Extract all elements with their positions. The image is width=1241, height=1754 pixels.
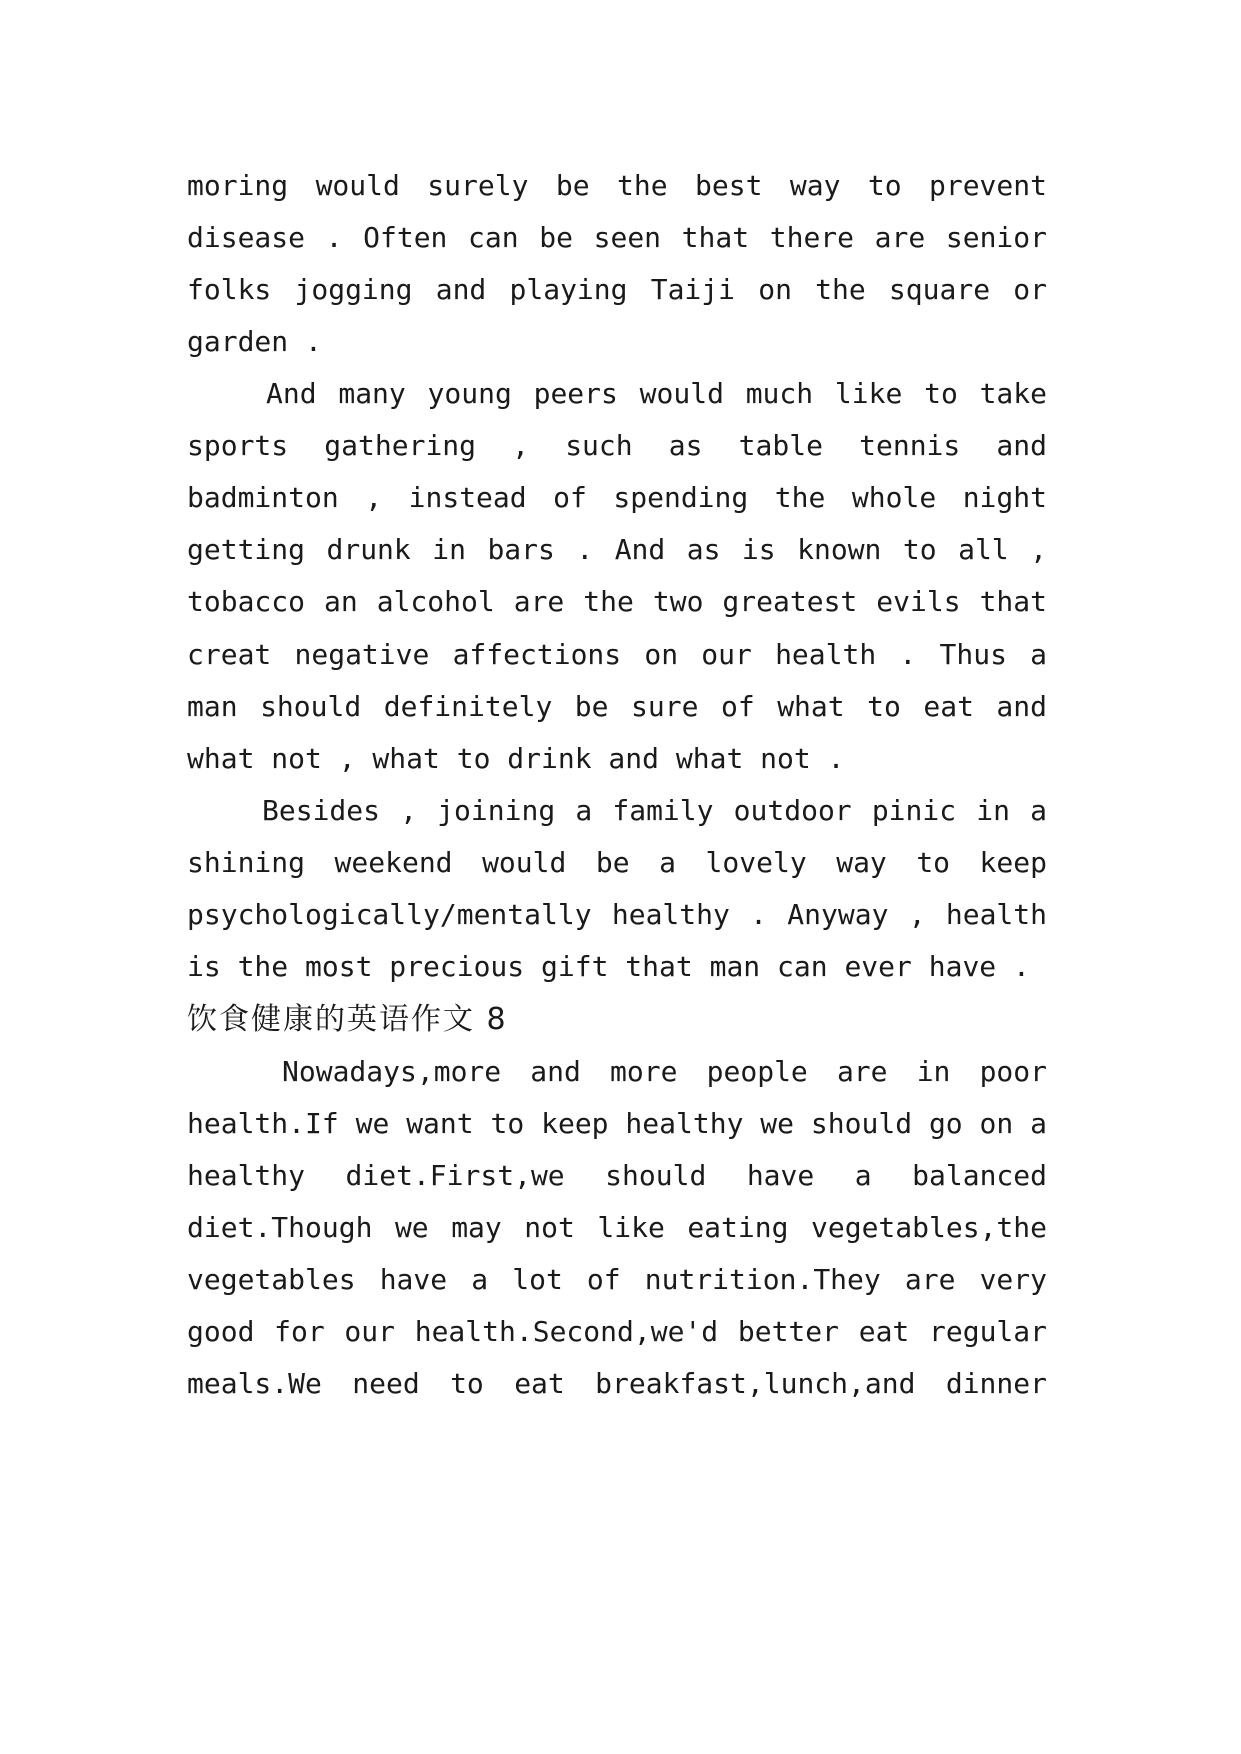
paragraph-line: garden . <box>187 325 322 358</box>
paragraph-line: diet.Though we may not like eating vegetables,the <box>187 1211 1047 1244</box>
paragraph-line: tobacco an alcohol are the two greatest evils that <box>187 585 1047 618</box>
paragraph-line: meals.We need to eat breakfast,lunch,and dinner <box>187 1367 1047 1400</box>
paragraph-line: moring would surely be the best way to prevent <box>187 169 1047 202</box>
paragraph-line: psychologically/mentally healthy . Anyway , health <box>187 898 1047 931</box>
paragraph-line: creat negative affections on our health . Thus a <box>187 638 1047 671</box>
paragraph-line: health.If we want to keep healthy we should go on a <box>187 1107 1047 1140</box>
paragraph-line: Besides , joining a family outdoor pinic in a <box>262 794 1047 827</box>
paragraph-line: what not , what to drink and what not . <box>187 742 845 775</box>
section-heading: 饮食健康的英语作文 8 <box>187 1002 508 1037</box>
paragraph-line: And many young peers would much like to take <box>266 377 1047 410</box>
paragraph-line: man should definitely be sure of what to eat and <box>187 690 1047 723</box>
paragraph-line: Nowadays,more and more people are in poor <box>282 1055 1047 1088</box>
paragraph-line: badminton , instead of spending the whole night <box>187 481 1047 514</box>
paragraph-line: sports gathering , such as table tennis and <box>187 429 1047 462</box>
paragraph-line: is the most precious gift that man can ever have . <box>187 950 1030 983</box>
paragraph-line: shining weekend would be a lovely way to keep <box>187 846 1047 879</box>
paragraph-line: disease . Often can be seen that there are senior <box>187 221 1047 254</box>
paragraph-line: vegetables have a lot of nutrition.They are very <box>187 1263 1047 1296</box>
paragraph-line: folks jogging and playing Taiji on the square or <box>187 273 1047 306</box>
paragraph-line: good for our health.Second,we'd better eat regular <box>187 1315 1047 1348</box>
paragraph-line: getting drunk in bars . And as is known to all , <box>187 533 1047 566</box>
paragraph-line: healthy diet.First,we should have a balanced <box>187 1159 1047 1192</box>
